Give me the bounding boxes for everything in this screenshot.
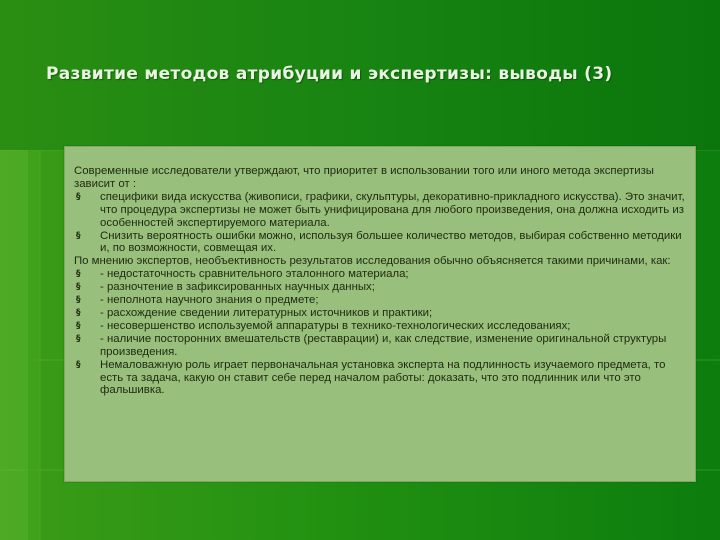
list-item: [74, 230, 689, 256]
content-box: [64, 146, 696, 482]
list-item: [74, 320, 689, 333]
middle-text: По мнению экспертов, необъективность результатов исследования обычно объясняется такими причинами, как:: [74, 255, 671, 268]
list-item: [74, 359, 689, 398]
list-item-text: Снизить вероятность ошибки можно, используя большее количество методов, выбирая собственно методики и, по возможности, совмещая их.: [100, 229, 682, 255]
list-item-text: специфики вида искусства (живописи, графики, скульптуры, декоративно-прикладного искусства). Это значит, что процедура экспертизы не может быть унифицирована для любого произведения, она должна исходить из особенностей экспертируемого материала.: [100, 190, 685, 229]
bullet-list-b: [74, 268, 689, 397]
bullet-marker-icon: §: [76, 295, 81, 306]
list-item: [74, 294, 689, 307]
list-item: [74, 268, 689, 281]
list-item-text: - расхождение сведении литературных источников и практики;: [100, 306, 433, 319]
list-item: [74, 307, 689, 320]
bullet-marker-icon: §: [76, 230, 81, 241]
bullet-marker-icon: §: [76, 269, 81, 280]
list-item-text: - разночтение в зафиксированных научных данных;: [100, 281, 375, 294]
bullet-marker-icon: §: [76, 282, 81, 293]
bullet-marker-icon: §: [76, 320, 81, 331]
list-item-text: - несовершенство используемой аппаратуры в технико-технологических исследованиях;: [100, 319, 571, 332]
intro-text: Современные исследователи утверждают, что приоритет в использовании того или иного метода экспертизы зависит от :: [74, 165, 654, 190]
bullet-marker-icon: §: [76, 359, 81, 370]
list-item-text: - наличие посторонних вмешательств (реставрации) и, как следствие, изменение оригинальной структуры произведения.: [100, 332, 667, 358]
list-item-text: - неполнота научного знания о предмете;: [100, 294, 319, 307]
list-item: [74, 281, 689, 294]
bullet-marker-icon: §: [76, 333, 81, 344]
list-item-text: Немаловажную роль играет первоначальная установка эксперта на подлинность изучаемого предмета, то есть та задача, какую он ставит себе перед началом работы: доказать, что это подлинник или что это фальшивка.: [100, 358, 666, 397]
slide-title: Развитие методов атрибуции и экспертизы: выводы (3): [46, 64, 613, 84]
title-band: [0, 0, 720, 150]
list-item-text: - недостаточность сравнительного эталонного материала;: [100, 268, 409, 281]
list-item: [74, 333, 689, 359]
bullet-list-a: [74, 191, 689, 256]
list-item: [74, 191, 689, 230]
bullet-marker-icon: §: [76, 191, 81, 202]
bullet-marker-icon: §: [76, 307, 81, 318]
